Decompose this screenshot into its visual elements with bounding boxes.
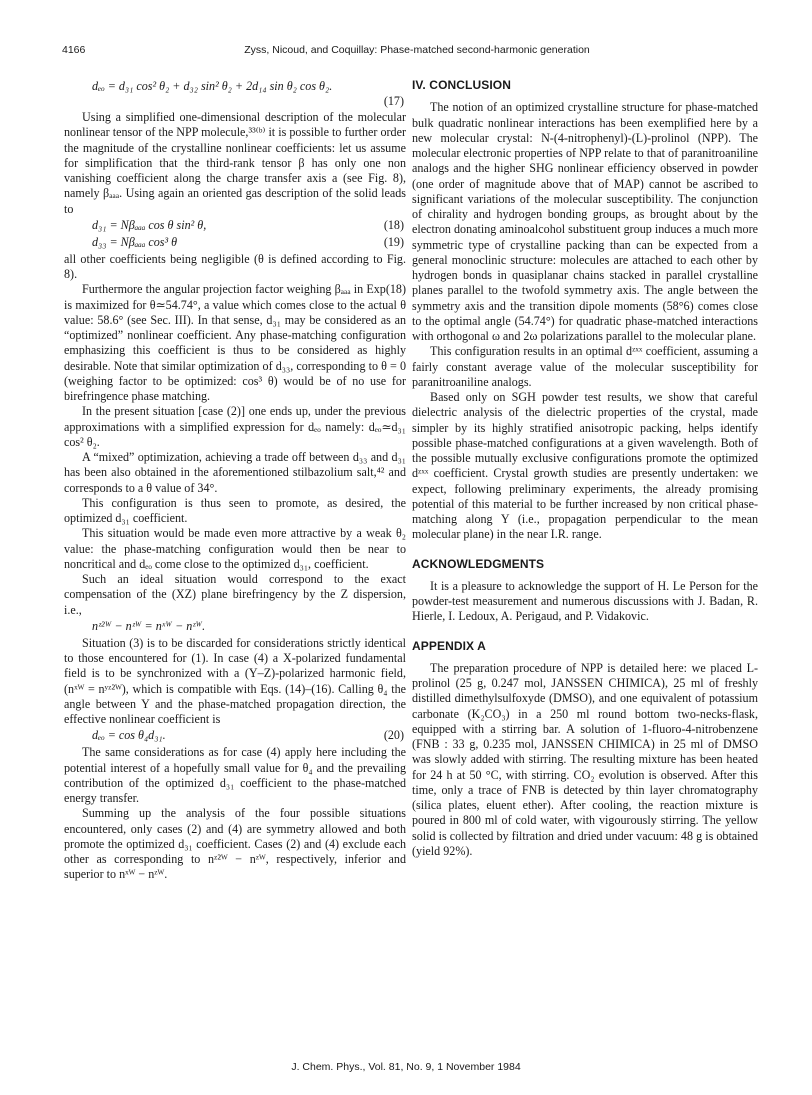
equation-17-number: (17) <box>383 94 404 108</box>
equation-18 <box>64 218 406 234</box>
equation-20-body: dₑₒ = cos θ₄d₃₁. <box>92 728 166 743</box>
right-column <box>412 78 758 859</box>
paragraph: Furthermore the angular projection factor weighing βₐₐₐ in Exp(18) is maximized for θ≃54.74°, a value which comes close to the actual θ value: 58.6° (see Sec. III). In that sense, d₃₁ may be considered as an “optimized” nonlinear coefficient. Any phase-matching configuration emphasizing this coefficient is thus to be considered as highly desirable. Note that similar optimization of d₃₃, corresponding to θ = 0 (weighing factor to be optimized: cos³ θ) would be of no use for birefringence phase matching. <box>64 282 406 403</box>
equation-dispersion-body: nᶻ²ᵂ − nᶻᵂ = nˣᵂ − nᶻᵂ. <box>92 618 206 633</box>
acknowledgments-heading: ACKNOWLEDGMENTS <box>412 556 545 571</box>
appendix-heading: APPENDIX A <box>412 638 486 653</box>
paragraph: Situation (3) is to be discarded for considerations strictly identical to those encountered for (1). In case (4) a X-polarized fundamental field is to be synchronized with a (Y–Z)-polarized harmonic field, (nˣᵂ = nʸᶻ²ᵂ), which is compatible with Eqs. (14)–(16). Calling θ₄ the angle between Y and the phase-matched propagation direction, the effective nonlinear coefficient is <box>64 635 406 726</box>
journal-footer: J. Chem. Phys., Vol. 81, No. 9, 1 November 1984 <box>291 1061 521 1073</box>
paragraph: A “mixed” optimization, achieving a trade off between d₃₃ and d₃₁ has been also obtained in the aforementioned stilbazolium salt,⁴² and corresponds to a θ value of 34°. <box>64 450 406 495</box>
equation-17 <box>64 79 406 109</box>
running-header <box>62 44 772 60</box>
paragraph: This configuration is thus seen to promote, as desired, the optimized d₃₁ coefficient. <box>64 495 406 525</box>
equation-dispersion <box>64 619 406 635</box>
equation-18-body: d₃₁ = Nβₐₐₐ cos θ sin² θ, <box>92 217 207 232</box>
equation-17-body: dₑₒ = d₃₁ cos² θ₂ + d₃₂ sin² θ₂ + 2d₁₄ sin θ₂ cos θ₂. <box>92 79 333 93</box>
equation-19-body: d₃₃ = Nβₐₐₐ cos³ θ <box>92 234 178 249</box>
paragraph: This situation would be made even more attractive by a weak θ₂ value: the phase-matching configuration would then be near to noncritical and dₑₒ come close to the optimized d₃₁, coefficient. <box>64 526 406 571</box>
paragraph: Such an ideal situation would correspond to the exact compensation of the (XZ) plane birefringency by the Z dispersion, i.e., <box>64 572 406 617</box>
paragraph: Based only on SGH powder test results, we show that careful dielectric analysis of the dielectric properties of the crystal, made simpler by its highly stratified anisotropic packing, helps identify possible phase-matched configurations at a given wavelength. Both of the possible mutually exclusive configurations promote the optimized dᶻˣˣ coefficient. Crystal growth studies are presently undertaken: we expect, following preliminary experiments, the already promising potential of this material to be further increased by non critical phase-matching along Y (i.e., propagation perpendicular to the mean molecular plane) in the near I.R. range. <box>412 390 758 542</box>
running-title: Zyss, Nicoud, and Coquillay: Phase-matched second-harmonic generation <box>244 44 590 56</box>
equation-19-number: (19) <box>383 234 404 249</box>
equation-19 <box>64 235 406 251</box>
page-number: 4166 <box>62 44 86 56</box>
conclusion-heading: IV. CONCLUSION <box>412 78 511 92</box>
paragraph: The preparation procedure of NPP is detailed here: we placed L-prolinol (25 g, 0.247 mol, JANSSEN CHIMICA), 25 ml of freshly distilled dimethylsulfoxyde (DMSO), and one equivalent of potassium carbonate (K₂CO₃) in a 250 ml round bottom two-necks-flask, equipped with a stirring bar. A solution of 1-fluoro-4-nitrobenzene (FNB : 33 g, 0.235 mol, JANSSEN CHIMICA) in 25 ml of DMSO was slowly added with stirring. The resulting mixture has been heated for 24 h at 50 °C, with stirring. CO₂ evolution is observed. After this time, only a trace of FNB is detected by thin layer chromatography (silica plates, eluent ether). After cooling, the reaction mixture is poured in 800 ml of cold water, with vigourously stirring. The yellow solid is collected by filtration and dried under vacuum: 48 g is obtained (yield 92%). <box>412 660 758 858</box>
paragraph: It is a pleasure to acknowledge the support of H. Le Person for the powder-test measurement and numerous discussions with J. Badan, R. Hierle, I. Ledoux, A. Perigaud, and P. Vidakovic. <box>412 578 758 624</box>
paragraph: Summing up the analysis of the four possible situations encountered, only cases (2) and (4) are symmetry allowed and both promote the optimized d₃₁ coefficient. Cases (2) and (4) exclude each other as corresponding to nᶻ²ᵂ − nᶻᵂ, respectively, inferior and superior to nˣᵂ − nᶻᵂ. <box>64 806 406 882</box>
paragraph: This configuration results in an optimal dᶻˣˣ coefficient, assuming a fairly constant average value of the molecular susceptibility for paranitroaniline analogs. <box>412 344 758 389</box>
equation-18-number: (18) <box>383 217 404 232</box>
paragraph: all other coefficients being negligible (θ is defined according to Fig. 8). <box>64 251 406 281</box>
paragraph: In the present situation [case (2)] one ends up, under the previous approximations with a simplified expression for dₑₒ namely: dₑₒ≃d₃₁ cos² θ₂. <box>64 404 406 449</box>
equation-20 <box>64 728 406 744</box>
paragraph: The notion of an optimized crystalline structure for phase-matched bulk quadratic nonlinear interactions has been exemplified here by a new molecular crystal: N-(4-nitrophenyl)-(L)-prolinol (NPP). The molecular electronic properties of NPP relate to that of paranitroaniline analogs and the higher SHG nonlinear efficiency observed in powder (one order of magnitude above that of MAP) cannot be ascribed to significant variations of the molecular susceptibility. The conjunction of chirality and hydrogen bonding groups, as brought about by the electron donating aminoalcohol substituent group induces a much more symmetric type of crystalline packing than can be expected from a general monoclinic structure: molecules are attached to each other by hydrogen bonds in quasiplanar chains stacked in parallel crystalline planes parallel to the twofold symmetry axis. The angle between the symmetry axis and the transition dipole moments (58°6) comes close to the optimal angle (54.74°) for quadratic phase-matched interactions with orthogonal ω and 2ω polarizations parallel to the molecular plane. <box>412 100 758 343</box>
paragraph: The same considerations as for case (4) apply here including the potential interest of a hopefully small value for θ₄ and the prevailing contribution of the optimized d₃₁ coefficient to the phase-matched energy transfer. <box>64 745 406 805</box>
left-column <box>64 78 406 883</box>
paragraph: Using a simplified one-dimensional description of the molecular nonlinear tensor of the NPP molecule,³³⁽ᵇ⁾ it is possible to further order the magnitude of the crystalline nonlinear coefficients: let us assume for simplification that the third-rank tensor β has only one non vanishing coefficient along the charge transfer axis a (see Fig. 8), namely βₐₐₐ. Using again an oriented gas description of the solid leads to <box>64 110 406 216</box>
equation-20-number: (20) <box>383 728 404 743</box>
